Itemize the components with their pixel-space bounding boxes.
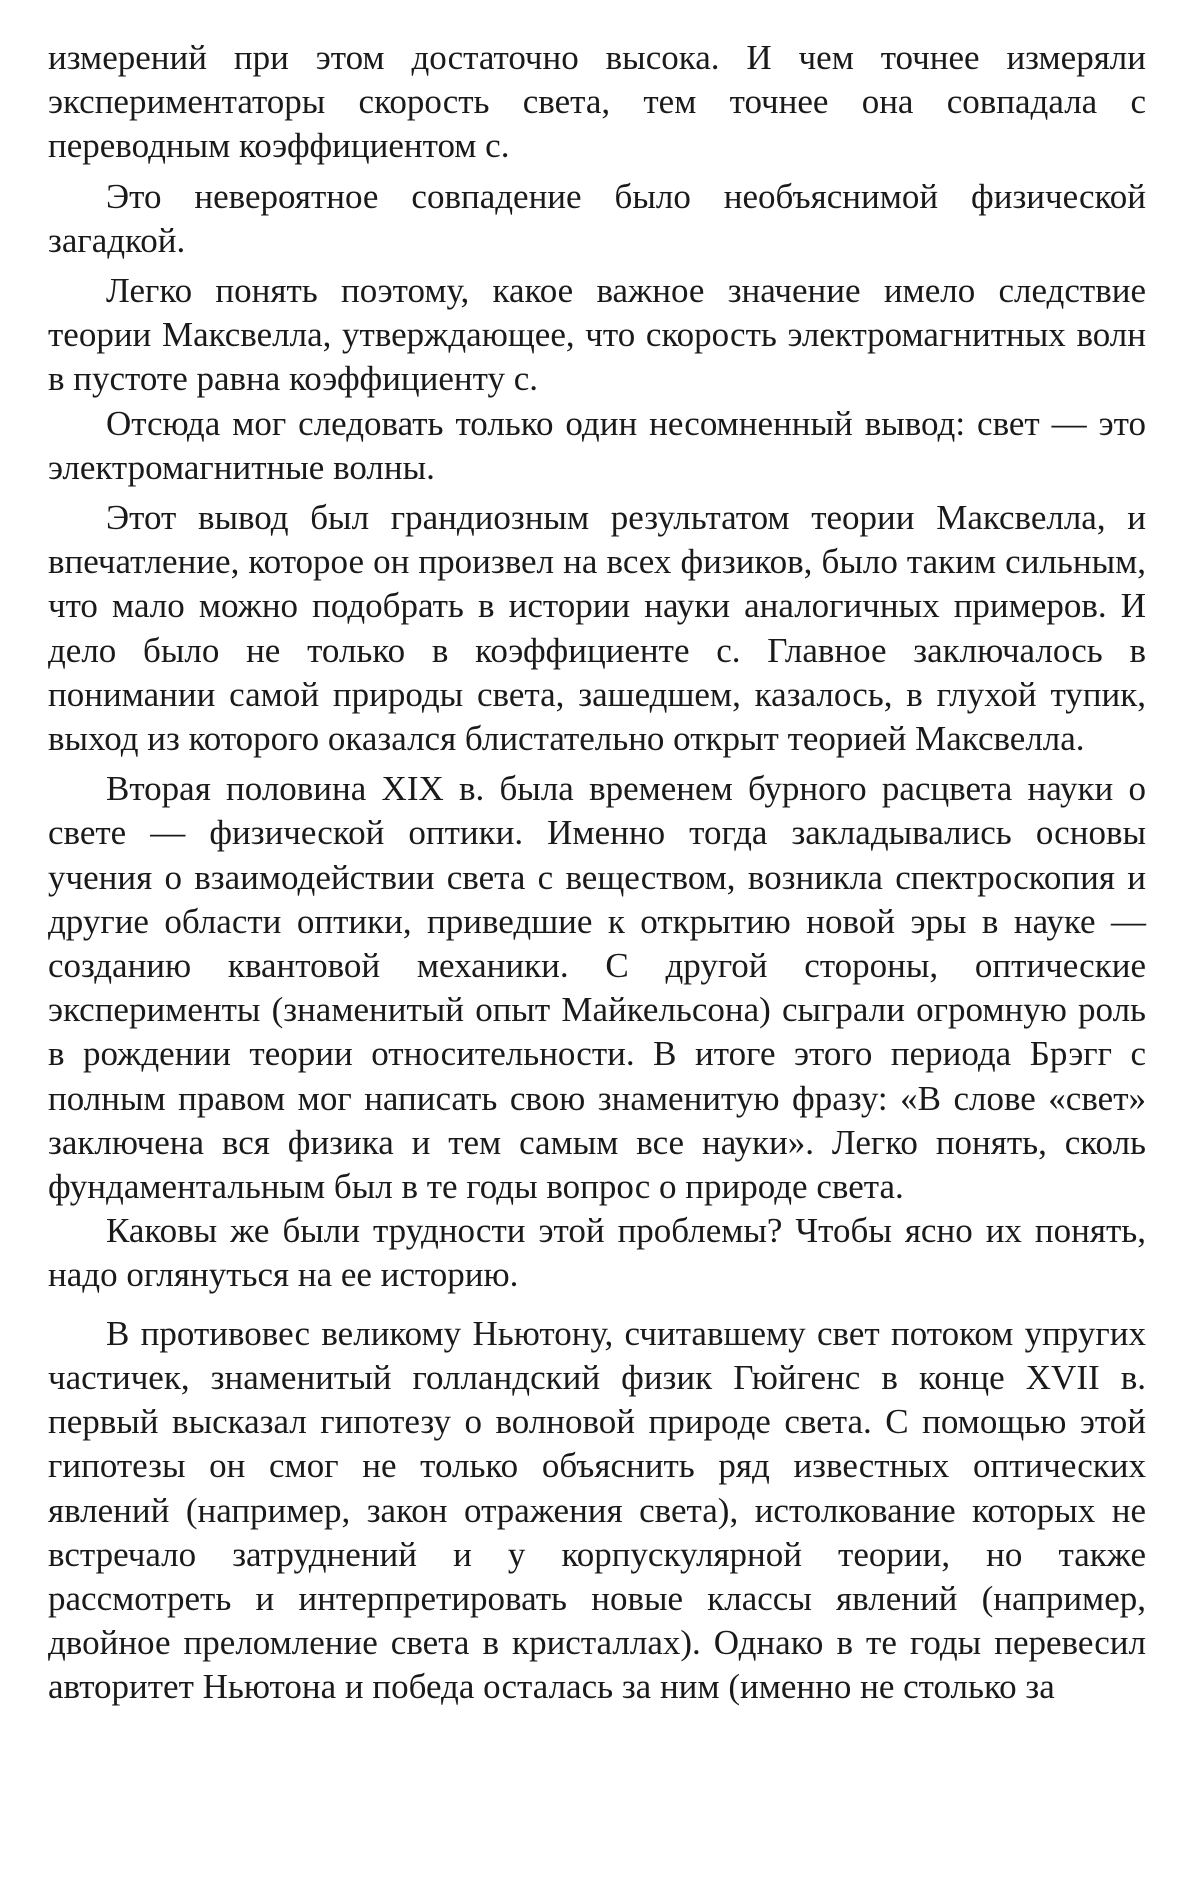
paragraph-1: измерений при этом достаточно высока. И чем точнее измеряли экспериментаторы скорость света, тем точнее она совпадала с переводным коэффициентом c.: [48, 38, 1146, 166]
paragraph-2: Это невероятное совпадение было необъяснимой физической загадкой.: [48, 176, 1146, 260]
paragraph-8: В противовес великому Ньютону, считавшему свет потоком упругих частичек, знаменитый голландский физик Гюйгенс в конце XVII в. первый высказал гипотезу о волновой природе света. С помощью этой гипотезы он смог не только объяснить ряд известных оптических явлений (например, закон отражения света), истолкование которых не встречало затруднений и у корпускулярной теории, но также рассмотреть и интерпретировать новые классы явлений (например, двойное преломление света в кристаллах). Однако в те годы перевесил авторитет Ньютона и победа осталась за ним (именно не столько за: [48, 1313, 1146, 1707]
paragraph-7: Каковы же были трудности этой проблемы? Чтобы ясно их понять, надо оглянуться на ее историю.: [48, 1211, 1146, 1295]
page-body: [48, 36, 1146, 1710]
paragraph-6: Вторая половина XIX в. была временем бурного расцвета науки о свете — физической оптики. Именно тогда закладывались основы учения о взаимодействии света с веществом, возникла спектроскопия и другие области оптики, приведшие к открытию новой эры в науке — созданию квантовой механики. С другой стороны, оптические эксперименты (знаменитый опыт Майкельсона) сыграли огромную роль в рождении теории относительности. В итоге этого периода Брэгг с полным правом мог написать свою знаменитую фразу: «В слове «свет» заключена вся физика и тем самым все науки». Легко понять, сколь фундаментальным был в те годы вопрос о природе света.: [48, 769, 1146, 1207]
paragraph-4: Отсюда мог следовать только один несомненный вывод: свет — это электромагнитные волны.: [48, 403, 1146, 487]
paragraph-3: Легко понять поэтому, какое важное значение имело следствие теории Максвелла, утверждающее, что скорость электромагнитных волн в пустоте равна коэффициенту c.: [48, 271, 1146, 399]
paragraph-5: Этот вывод был грандиозным результатом теории Максвелла, и впечатление, которое он произвел на всех физиков, было таким сильным, что мало можно подобрать в истории науки аналогичных примеров. И дело было не только в коэффициенте c. Главное заключалось в понимании самой природы света, зашедшем, казалось, в глухой тупик, выход из которого оказался блистательно открыт теорией Максвелла.: [48, 498, 1146, 759]
